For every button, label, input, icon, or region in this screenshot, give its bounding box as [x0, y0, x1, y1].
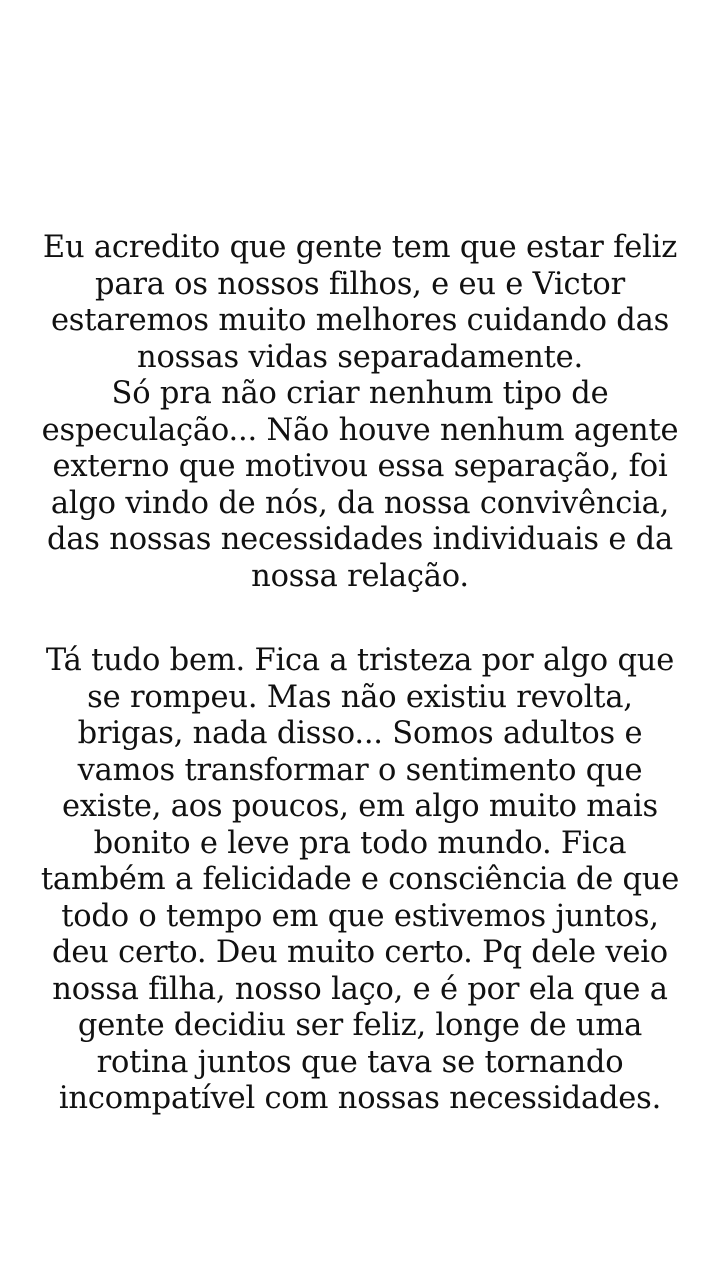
text-line: bonito e leve pra todo mundo. Fica	[93, 825, 627, 861]
story-paragraph-1	[40, 230, 680, 595]
text-line: incompatível com nossas necessidades.	[58, 1081, 662, 1116]
text-line: Só pra não criar nenhum tipo de	[111, 376, 609, 411]
text-line: Eu acredito que gente tem que estar feliz	[42, 230, 678, 265]
text-line: também a felicidade e consciência de que	[40, 862, 680, 897]
text-line: algo vindo de nós, da nossa convivência,	[50, 485, 670, 521]
text-line: vamos transformar o sentimento que	[77, 752, 643, 788]
text-line: nossa relação.	[251, 558, 469, 594]
text-line: externo que motivou essa separação, foi	[52, 449, 668, 484]
text-line: especulação... Não houve nenhum agente	[41, 412, 679, 448]
story-paragraph-2	[40, 643, 680, 1118]
text-line: se rompeu. Mas não existiu revolta,	[87, 679, 633, 715]
text-line: Tá tudo bem. Fica a tristeza por algo que	[45, 643, 675, 678]
text-line: rotina juntos que tava se tornando	[96, 1044, 624, 1080]
text-line: nossas vidas separadamente.	[137, 339, 583, 375]
text-line: estaremos muito melhores cuidando das	[50, 303, 670, 338]
text-line: gente decidiu ser feliz, longe de uma	[77, 1008, 643, 1043]
text-line: deu certo. Deu muito certo. Pq dele veio	[52, 935, 668, 970]
text-line: para os nossos filhos, e eu e Victor	[95, 266, 625, 302]
text-line: existe, aos poucos, em algo muito mais	[62, 789, 658, 824]
text-line: brigas, nada disso... Somos adultos e	[77, 716, 643, 751]
text-line: todo o tempo em que estivemos juntos,	[61, 898, 659, 934]
text-line: das nossas necessidades individuais e da	[47, 522, 673, 557]
text-line: nossa filha, nosso laço, e é por ela que a	[52, 971, 668, 1007]
